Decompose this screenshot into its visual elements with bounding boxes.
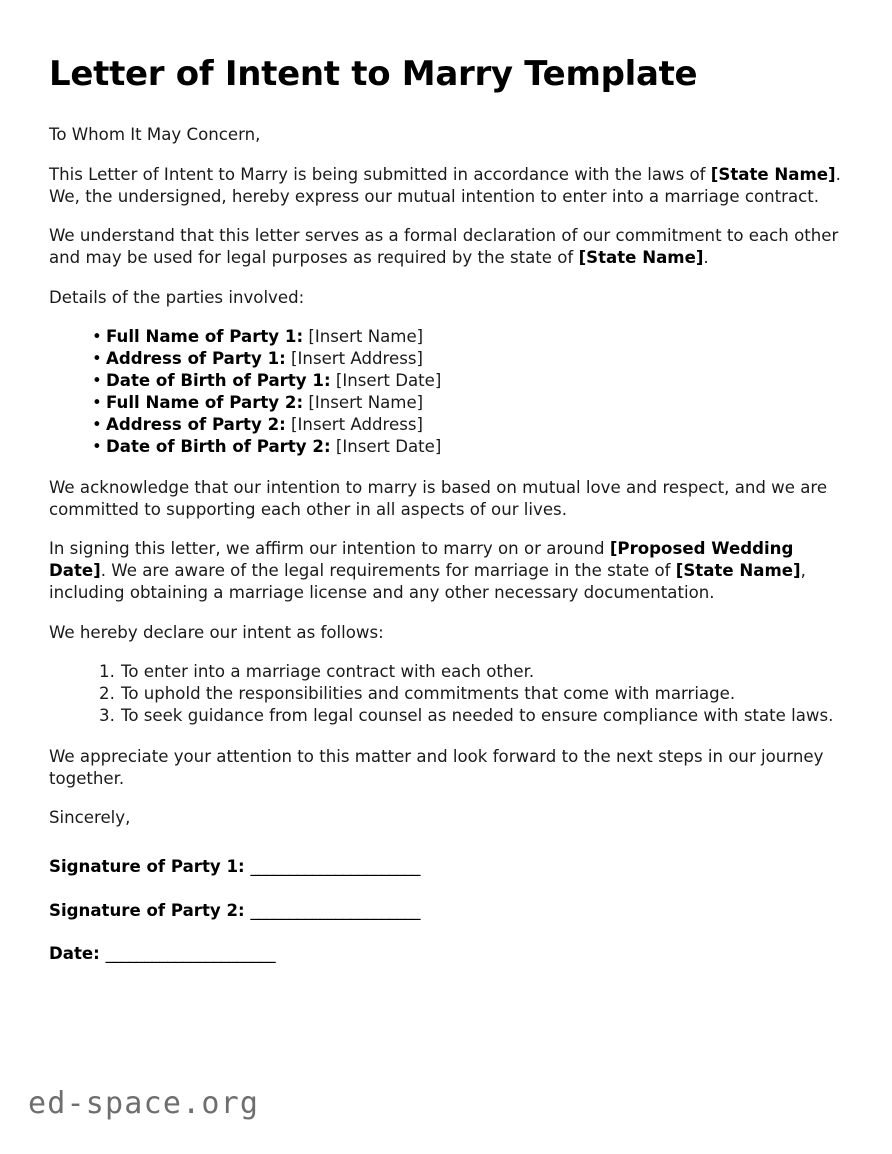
intro-1-placeholder-state: [State Name] <box>710 164 836 184</box>
intro-1-part-b: . We, the undersigned, hereby express our mutual intention to enter into a marriage contract. <box>49 164 841 206</box>
intro-2-part-a: We understand that this letter serves as a formal declaration of our commitment to each other and may be used for legal purposes as required by the state of <box>49 226 839 268</box>
party-details-list <box>49 326 842 457</box>
intro-2-part-b: . <box>703 248 709 268</box>
declare-heading <box>49 622 842 644</box>
list-item <box>92 392 842 414</box>
signature-line-party-2[interactable]: ______________________ <box>250 900 420 920</box>
party-detail-label: Full Name of Party 1: <box>106 327 304 347</box>
signature-row-date <box>49 943 842 965</box>
list-item <box>92 348 842 370</box>
party-detail-value: [Insert Date] <box>330 371 442 391</box>
party-detail-label: Date of Birth of Party 1: <box>106 371 331 391</box>
page-title: Letter of Intent to Marry Template <box>49 54 698 94</box>
intent-items-list <box>49 661 842 727</box>
sincerely-text: Sincerely, <box>49 808 131 828</box>
list-item <box>92 326 842 348</box>
document-content <box>49 55 842 987</box>
details-heading-text: Details of the parties involved: <box>49 287 305 307</box>
intro-paragraph-1 <box>49 164 842 207</box>
party-detail-label: Date of Birth of Party 2: <box>106 436 331 456</box>
signing-paragraph <box>49 538 842 603</box>
signing-part-c: , including obtaining a marriage license and any other necessary documentation. <box>49 561 806 602</box>
salutation <box>49 124 842 146</box>
party-detail-label: Address of Party 2: <box>106 415 286 435</box>
signature-line-party-1[interactable]: ______________________ <box>250 857 420 877</box>
salutation-text: To Whom It May Concern, <box>49 125 261 145</box>
declare-heading-text: We hereby declare our intent as follows: <box>49 622 384 642</box>
party-detail-label: Full Name of Party 2: <box>106 393 304 413</box>
closing-text: We appreciate your attention to this matter and look forward to the next steps in our journey together. <box>49 746 824 788</box>
details-heading <box>49 287 842 309</box>
party-detail-label: Address of Party 1: <box>106 349 286 369</box>
signing-part-a: In signing this letter, we affirm our intention to marry on or around <box>49 539 610 559</box>
intro-2-placeholder-state: [State Name] <box>578 248 704 268</box>
acknowledge-paragraph <box>49 477 842 520</box>
list-item: To seek guidance from legal counsel as needed to ensure compliance with state laws. <box>121 706 834 726</box>
intro-1-part-a: This Letter of Intent to Marry is being submitted in accordance with the laws of <box>49 164 711 184</box>
intro-paragraph-2 <box>49 225 842 268</box>
party-detail-value: [Insert Date] <box>330 436 442 456</box>
list-item: To uphold the responsibilities and commitments that come with marriage. <box>121 684 736 704</box>
signature-label-party-2: Signature of Party 2: <box>49 900 251 920</box>
signature-label-date: Date: <box>49 944 106 964</box>
list-item <box>92 436 842 458</box>
list-item <box>92 414 842 436</box>
signature-label-party-1: Signature of Party 1: <box>49 857 251 877</box>
party-detail-value: [Insert Address] <box>285 349 423 369</box>
signing-placeholder-state: [State Name] <box>675 561 801 581</box>
list-item <box>92 370 842 392</box>
site-watermark: ed-space.org <box>28 1086 260 1121</box>
signing-placeholder-wedding-date: [Proposed Wedding Date] <box>49 539 794 581</box>
party-detail-value: [Insert Name] <box>303 327 424 347</box>
party-detail-value: [Insert Name] <box>303 393 424 413</box>
signing-part-b: . We are aware of the legal requirements for marriage in the state of <box>100 561 676 581</box>
list-item: To enter into a marriage contract with each other. <box>121 662 535 682</box>
party-detail-value: [Insert Address] <box>285 415 423 435</box>
signature-row-party-2 <box>49 900 842 922</box>
signature-block <box>49 856 842 965</box>
signature-row-party-1 <box>49 856 842 878</box>
signature-line-date[interactable]: ______________________ <box>105 944 275 964</box>
sincerely-line <box>49 807 842 829</box>
acknowledge-text: We acknowledge that our intention to marry is based on mutual love and respect, and we are committed to supporting each other in all aspects of our lives. <box>49 477 828 519</box>
closing-paragraph <box>49 746 842 789</box>
